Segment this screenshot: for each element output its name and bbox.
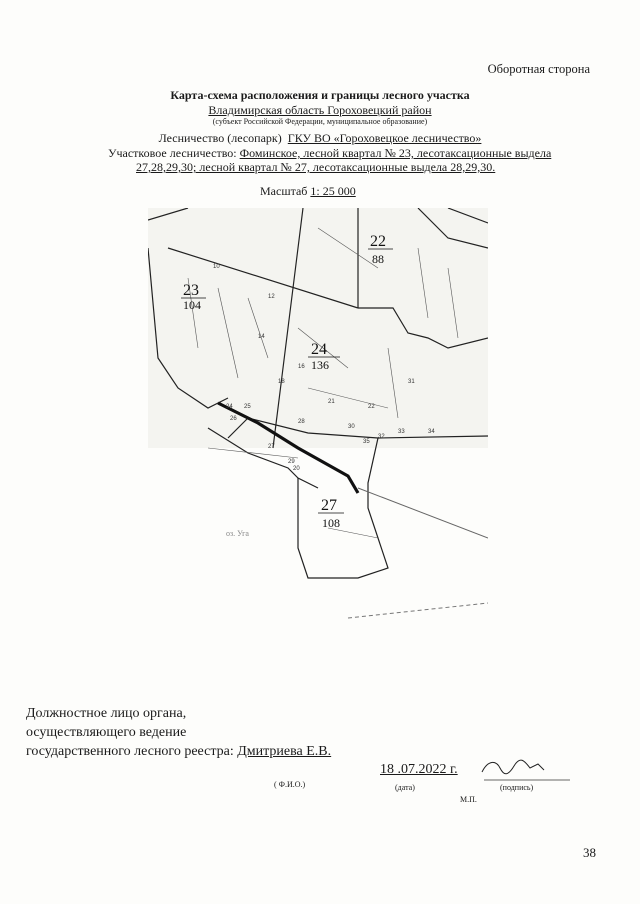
subject-note: (субъект Российской Федерации, муниципальное образование) [212,117,428,126]
quarter-24-number: 24 [311,341,327,358]
official-name: Дмитриева Е.В. [237,744,332,759]
quarter-22-area: 88 [372,252,384,266]
quarter-24-area: 136 [311,358,329,372]
svg-text:10: 10 [213,264,220,270]
svg-text:35: 35 [363,439,370,445]
official-block [26,704,331,761]
stamp-place: М.П. [460,795,477,804]
page-number: 38 [583,845,596,860]
fio-hint: ( Ф.И.О.) [274,780,306,789]
signature-hint: (подпись) [500,783,534,792]
region-line: Владимирская область Гороховецкий район [208,103,432,117]
svg-text:28: 28 [298,419,305,425]
back-side-label: Оборотная сторона [487,62,590,76]
svg-text:16: 16 [298,364,305,370]
svg-text:21: 21 [328,399,335,405]
signature-image [478,754,572,782]
official-line-1: Должностное лицо органа, [26,706,187,721]
track-line [348,603,488,618]
road-line [358,488,488,538]
district-value-1: Фоминское, лесной квартал № 23, лесотаксационные выдела [239,146,552,160]
quarter-27-area: 108 [322,516,340,530]
scale-label: Масштаб [260,184,308,198]
forestry-value: ГКУ ВО «Гороховецкое лесничество» [287,131,482,145]
scale-line [260,184,356,199]
svg-text:24: 24 [226,404,233,410]
forestry-line [0,131,640,146]
svg-text:32: 32 [378,434,385,440]
svg-text:27: 27 [268,444,275,450]
map-title: Карта-схема расположения и границы лесного участка [170,88,470,102]
scale-value: 1: 25 000 [310,184,356,198]
quarter-22-number: 22 [370,233,386,250]
signature-date: 18 .07.2022 г. [380,762,458,777]
svg-text:18: 18 [278,379,285,385]
svg-text:22: 22 [368,404,375,410]
svg-text:34: 34 [428,429,435,435]
svg-text:12: 12 [268,294,275,300]
svg-text:29: 29 [288,459,295,465]
official-line-3: государственного лесного реестра: Дмитриева Е.В. [26,744,332,759]
svg-text:30: 30 [348,424,355,430]
quarter-27-number: 27 [321,497,337,514]
quarter-23-area: 104 [183,298,201,312]
svg-text:31: 31 [408,379,415,385]
lake-label: оз. Уга [226,529,249,538]
svg-text:26: 26 [230,416,237,422]
svg-text:14: 14 [258,334,265,340]
date-hint: (дата) [395,783,415,792]
district-line-1 [108,146,551,161]
svg-text:20: 20 [293,466,300,472]
official-line-2: осуществляющего ведение [26,725,187,740]
forest-map [148,208,488,628]
svg-text:25: 25 [244,404,251,410]
quarter-23-number: 23 [183,282,199,299]
forestry-label: Лесничество (лесопарк) [158,131,282,145]
district-line-2: 27,28,29,30; лесной квартал № 27, лесотаксационные выдела 28,29,30. [136,160,496,174]
district-label: Участковое лесничество: [108,146,237,160]
svg-text:33: 33 [398,429,405,435]
